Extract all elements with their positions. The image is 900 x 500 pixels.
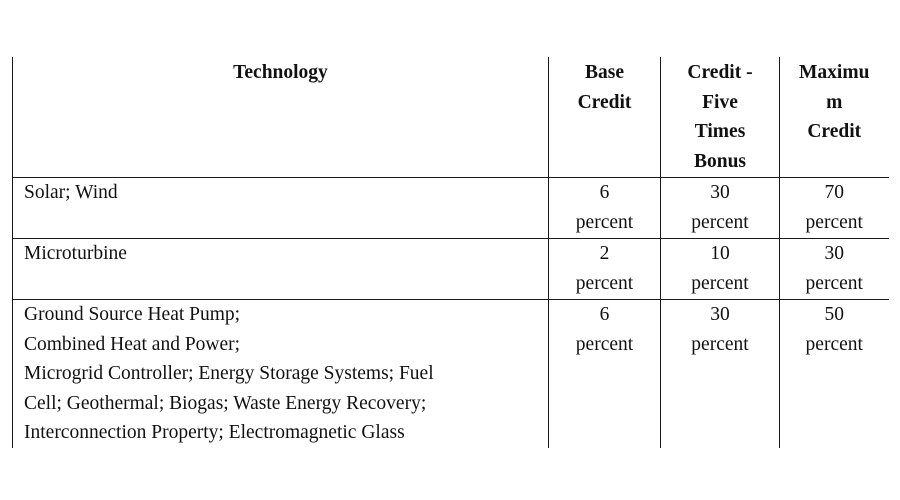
cell-technology: [13, 300, 549, 448]
header-five-times-line: Five: [702, 91, 738, 113]
header-maximum-line: m: [826, 91, 843, 113]
cell-technology: [13, 239, 549, 300]
header-five-times-line: Times: [694, 121, 746, 142]
five-times-value: 10: [710, 243, 730, 264]
cell-maximum-credit: [780, 178, 889, 239]
cell-five-times-bonus: [661, 300, 780, 448]
technology-line: Cell; Geothermal; Biogas; Waste Energy Recovery;: [24, 392, 427, 414]
maximum-value: 50: [824, 304, 844, 325]
technology-line: Ground Source Heat Pump;: [24, 304, 241, 325]
credit-table: [12, 57, 889, 448]
maximum-value: 70: [824, 182, 844, 203]
header-base-credit-line: Credit: [577, 91, 632, 113]
table-row: [13, 178, 889, 239]
base-credit-value: 6: [599, 182, 610, 203]
cell-maximum-credit: [780, 239, 889, 300]
header-maximum-credit: [780, 57, 889, 178]
base-credit-unit: percent: [575, 272, 634, 294]
base-credit-unit: percent: [575, 333, 634, 355]
five-times-unit: percent: [691, 333, 749, 355]
five-times-unit: percent: [691, 211, 749, 233]
header-five-times-line: Bonus: [693, 150, 747, 172]
technology-line: Microturbine: [24, 243, 127, 264]
cell-five-times-bonus: [661, 239, 780, 300]
base-credit-value: 6: [599, 304, 610, 325]
table-row: [13, 239, 889, 300]
technology-line: Interconnection Property; Electromagnetic Glass: [24, 422, 405, 443]
table-header: [13, 57, 889, 178]
technology-line: Solar; Wind: [24, 182, 118, 203]
table-row: [13, 300, 889, 448]
maximum-unit: percent: [805, 333, 863, 355]
five-times-value: 30: [710, 182, 730, 203]
cell-base-credit: [549, 178, 661, 239]
header-row: [13, 57, 889, 178]
cell-maximum-credit: [780, 300, 889, 448]
maximum-value: 30: [824, 243, 844, 264]
header-five-times-line: Credit -: [687, 62, 753, 83]
header-technology: [13, 57, 549, 178]
five-times-value: 30: [710, 304, 730, 325]
table-body: [13, 178, 889, 448]
header-maximum-line: Credit: [807, 121, 862, 142]
cell-base-credit: [549, 239, 661, 300]
header-maximum-line: Maximu: [799, 62, 870, 83]
five-times-unit: percent: [691, 272, 749, 294]
technology-line: Combined Heat and Power;: [24, 333, 241, 355]
cell-technology: [13, 178, 549, 239]
cell-base-credit: [549, 300, 661, 448]
header-base-credit-line: Base: [585, 62, 624, 83]
header-base-credit: [549, 57, 661, 178]
header-five-times-bonus: [661, 57, 780, 178]
maximum-unit: percent: [805, 272, 863, 294]
base-credit-unit: percent: [575, 211, 634, 233]
base-credit-value: 2: [599, 243, 610, 264]
header-technology-line: Technology: [233, 62, 328, 83]
cell-five-times-bonus: [661, 178, 780, 239]
maximum-unit: percent: [805, 211, 863, 233]
technology-line: Microgrid Controller; Energy Storage Systems; Fuel: [24, 363, 434, 384]
